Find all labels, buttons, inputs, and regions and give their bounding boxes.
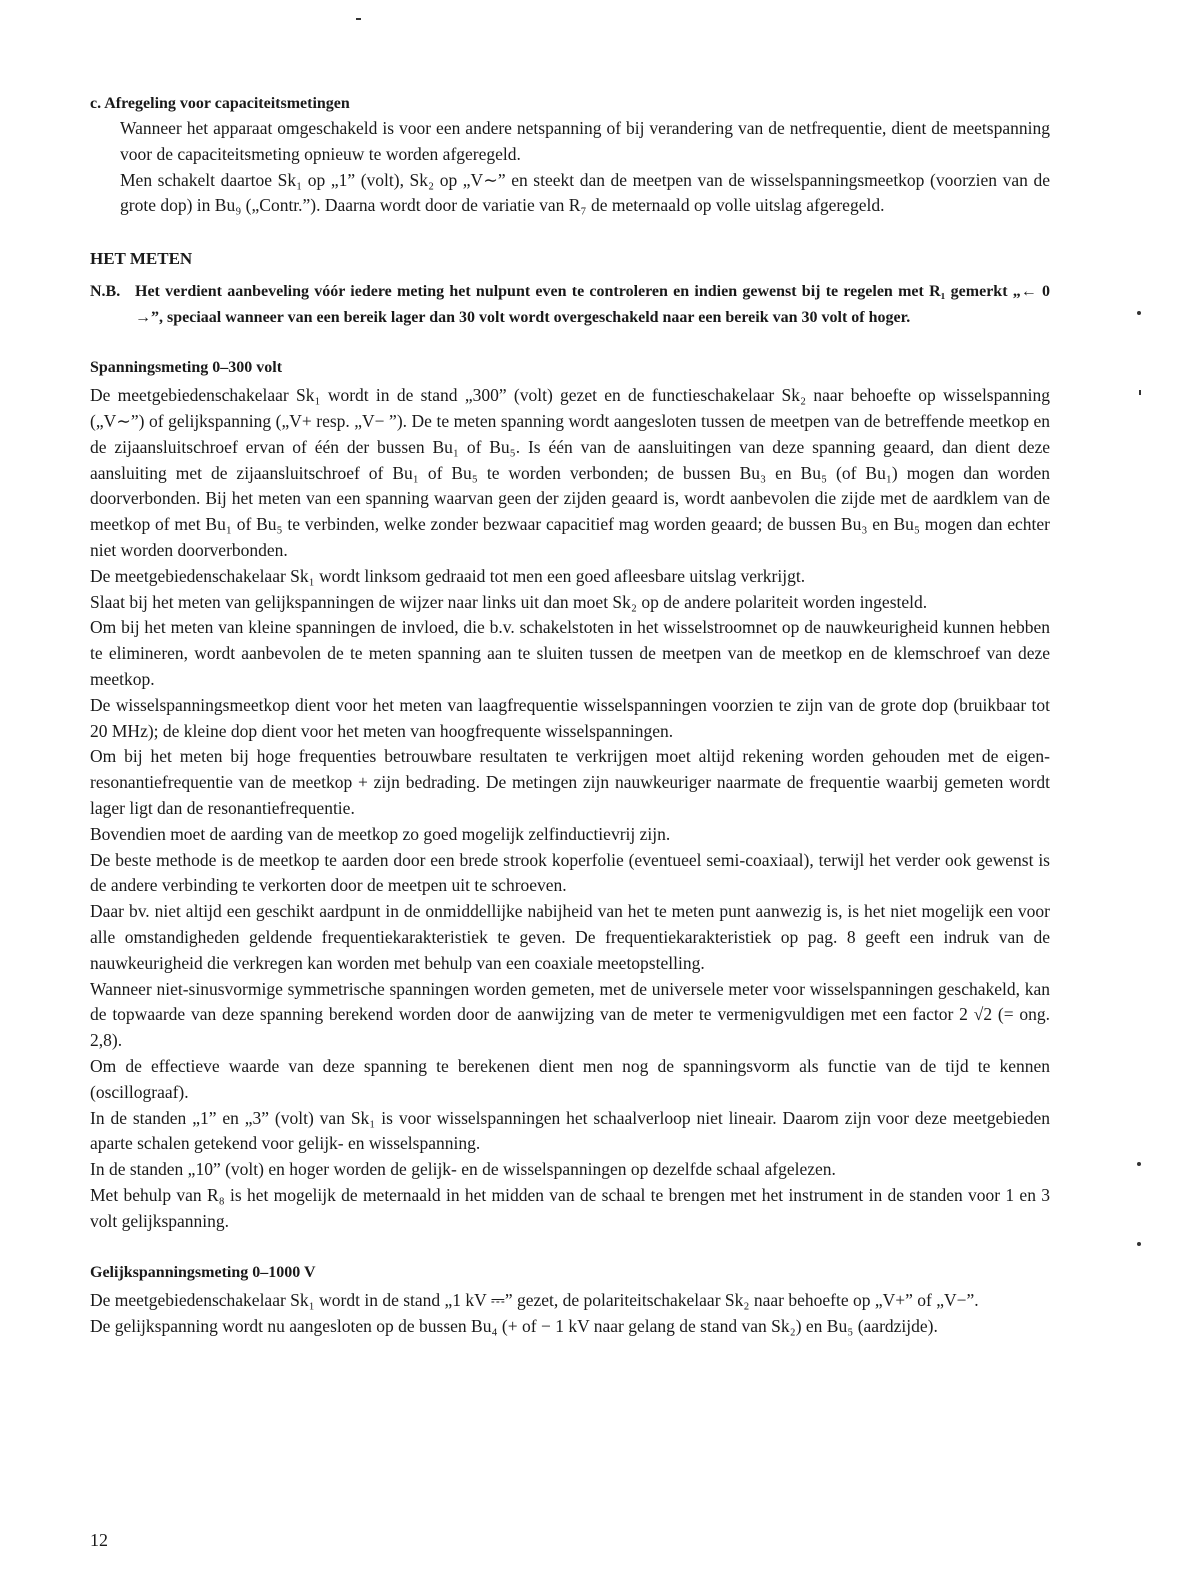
body-paragraph: In de standen „10” (volt) en hoger worden de gelijk- en de wisselspanningen op dezelfde schaal afgelezen. [90,1159,836,1180]
body-paragraph: Om bij het meten bij hoge frequenties betrouwbare resultaten te verkrijgen moet altijd rekening worden gehouden met de eigen-resonantiefrequentie van de meetkop + zijn bedrading. De metingen zijn nauwkeuriger naarmate de frequentie waarbij gemeten wordt lager ligt dan de resonantiefrequentie. [90,746,1050,818]
nb-note [90,279,1050,331]
body-paragraph: De meetgebiedenschakelaar Sk₁ wordt in de stand „1 kV ⎓” gezet, de polariteitschakelaar Sk₂ naar behoefte op „V+” of „V−”. [90,1290,979,1311]
body-paragraph: Om de effectieve waarde van deze spanning te berekenen dient men nog de spanningsvorm als functie van de tijd te kennen (oscillograaf). [90,1055,1050,1102]
spanningsmeting-heading: Spanningsmeting 0–300 volt [90,359,283,377]
body-paragraph: Met behulp van R₈ is het mogelijk de meternaald in het midden van de schaal te brengen met het instrument in de standen voor 1 en 3 volt gelijkspanning. [90,1184,1050,1231]
scan-mark-dot [1137,1242,1141,1246]
body-paragraph: De wisselspanningsmeetkop dient voor het meten van laagfrequentie wisselspanningen voorzien te zijn van de grote dop (bruikbaar tot 20 MHz); de kleine dop dient voor het meten van hoogfrequente wisselspanningen. [90,694,1050,741]
body-paragraph: De beste methode is de meetkop te aarden door een brede strook koperfolie (eventueel semi-coaxiaal), terwijl het verder ook gewenst is de andere verbinding te verkorten door de meetpen uit te schroeven. [90,849,1050,896]
het-meten-heading: HET METEN [90,249,193,269]
section-c-title: c. Afregeling voor capaciteitsmetingen [90,95,350,112]
scan-mark-tick [1139,390,1141,395]
nb-label: N.B. [90,283,121,301]
body-paragraph: De meetgebiedenschakelaar Sk₁ wordt linksom gedraaid tot men een goed afleesbare uitslag verkrijgt. [90,565,806,586]
scan-mark-dot [1137,311,1141,315]
gelijkspanningsmeting-body [90,1288,1050,1340]
body-paragraph: De meetgebiedenschakelaar Sk₁ wordt in de stand „300” (volt) gezet en de functieschakelaar Sk₂ naar behoefte op wisselspanning („V∼”) of gelijkspanning („V+ resp. „V− ”). De te meten spanning wordt aangesloten tussen de meetpen van de betreffende meetkop en de zijaansluitschroef ervan of één der bussen Bu₁ of Bu₅. Is één van de aansluitingen van deze spanning geaard, dan dient deze aansluiting met de zijaansluitschroef of Bu₁ of Bu₅ te worden verbonden; de bussen Bu₃ en Bu₅ (of Bu₁) mogen dan worden doorverbonden. Bij het meten van een spanning waarvan geen der zijden geaard is, wordt aanbevolen die zijde met de aardklem van de meetkop of met Bu₁ of Bu₅ te verbinden, welke zonder bezwaar capacitief mag worden geaard; de bussen Bu₃ en Bu₅ mogen dan echter niet worden doorverbonden. [90,385,1050,560]
body-paragraph: Bovendien moet de aarding van de meetkop zo goed mogelijk zelfinductievrij zijn. [90,823,671,844]
spanningsmeting-body [90,383,1050,1234]
body-paragraph: De gelijkspanning wordt nu aangesloten op de bussen Bu₄ (+ of − 1 kV naar gelang de stand van Sk₂) en Bu₅ (aardzijde). [90,1316,938,1337]
scan-mark-top [356,18,361,20]
scan-mark-dot [1137,1162,1141,1166]
section-c [90,92,1050,219]
nb-text: Het verdient aanbeveling vóór iedere meting het nulpunt even te controleren en indien gewenst bij te regelen met R₁ gemerkt „← 0 →”, speciaal wanneer van een bereik lager dan 30 volt wordt overgeschakeld naar een bereik van 30 volt of hoger. [135,283,1050,327]
gelijkspanningsmeting-heading: Gelijkspanningsmeting 0–1000 V [90,1264,316,1282]
body-paragraph: In de standen „1” en „3” (volt) van Sk₁ is voor wisselspanningen het schaalverloop niet lineair. Daarom zijn voor deze meetgebieden aparte schalen getekend voor gelijk- en wisselspanning. [90,1107,1050,1154]
page-number: 12 [90,1530,108,1550]
section-c-paragraph: Wanneer het apparaat omgeschakeld is voor een andere netspanning of bij verandering van de netfrequentie, dient de meetspanning voor de capaciteitsmeting opnieuw te worden afgeregeld. [120,118,1050,164]
body-paragraph: Slaat bij het meten van gelijkspanningen de wijzer naar links uit dan moet Sk₂ op de andere polariteit worden ingesteld. [90,591,928,612]
document-page [90,92,1050,1340]
body-paragraph: Wanneer niet-sinusvormige symmetrische spanningen worden gemeten, met de universele meter voor wisselspanningen geschakeld, kan de topwaarde van deze spanning berekend worden door de aanwijzing van de meter te vermenigvuldigen met een factor 2 √2 (= ong. 2,8). [90,978,1050,1051]
section-c-paragraph: Men schakelt daartoe Sk₁ op „1” (volt), Sk₂ op „V∼” en steekt dan de meetpen van de wisselspanningsmeetkop (voorzien van de grote dop) in Bu₉ („Contr.”). Daarna wordt door de variatie van R₇ de meternaald op volle uitslag afgeregeld. [120,169,1050,216]
body-paragraph: Om bij het meten van kleine spanningen de invloed, die b.v. schakelstoten in het wisselstroomnet op de nauwkeurigheid kunnen hebben te elimineren, wordt aanbevolen de te meten spanning aan te sluiten tussen de meetpen van de meetkop en de klemschroef van deze meetkop. [90,617,1050,689]
body-paragraph: Daar bv. niet altijd een geschikt aardpunt in de onmiddellijke nabijheid van het te meten punt aanwezig is, is het niet mogelijk een voor alle omstandigheden geldende frequentiekarakteristiek te geven. De frequentiekarakteristiek op pag. 8 geeft een indruk van de nauwkeurigheid die verkregen kan worden met behulp van een coaxiale meetopstelling. [90,901,1050,973]
